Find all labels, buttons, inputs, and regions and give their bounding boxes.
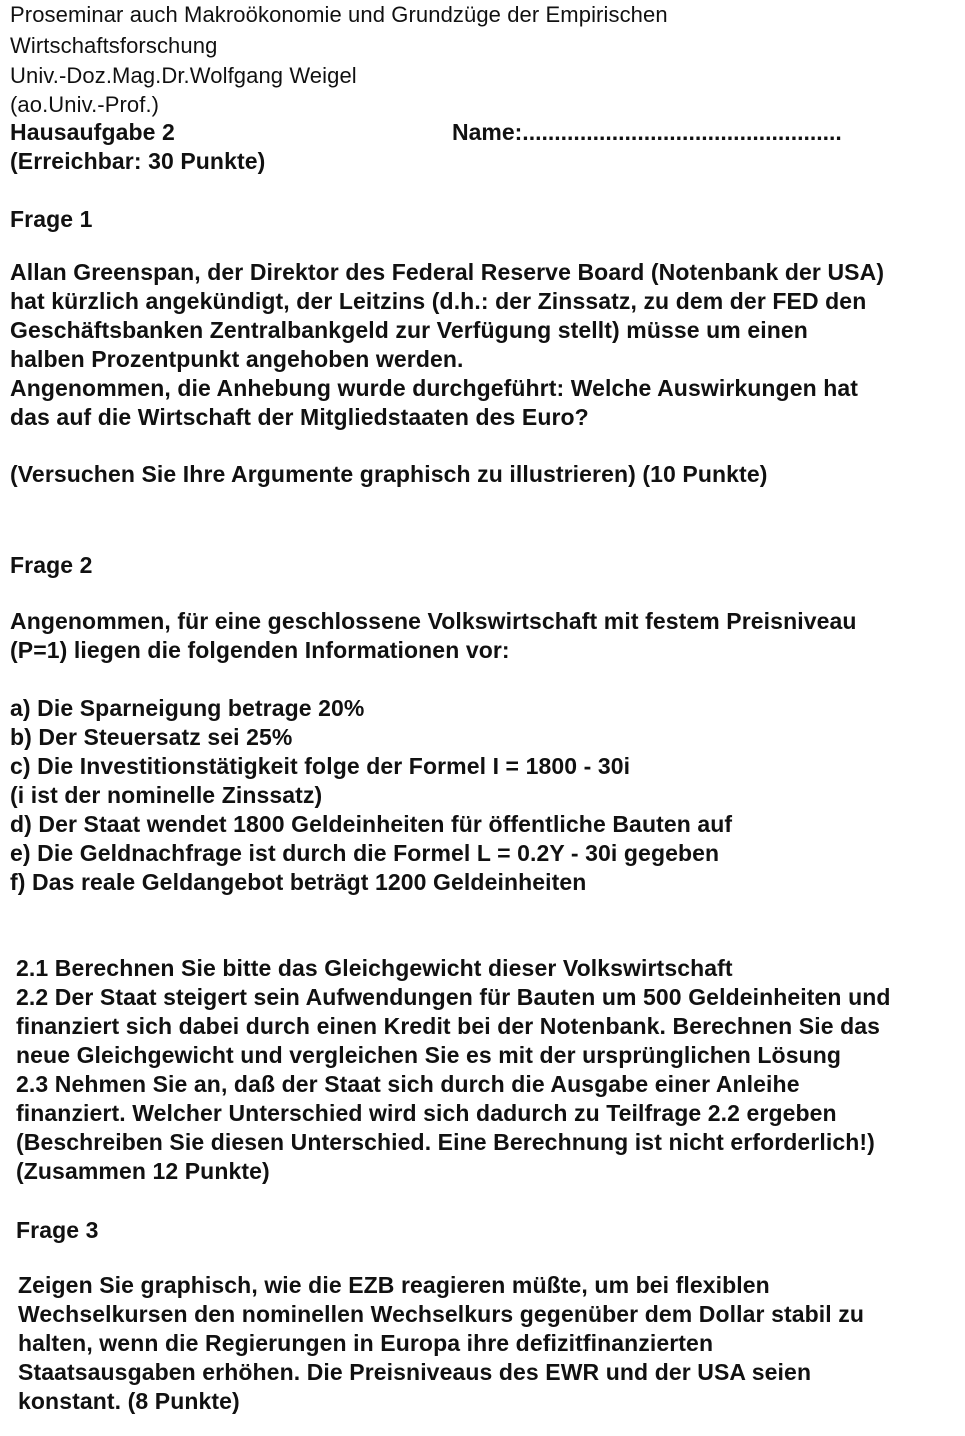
course-title-line-1: Proseminar auch Makroökonomie und Grundzüge der Empirischen <box>10 2 668 27</box>
frage1-text-line: hat kürzlich angekündigt, der Leitzins (d.h.: der Zinssatz, zu dem der FED den <box>10 288 867 314</box>
frage3-heading: Frage 3 <box>16 1217 99 1243</box>
frage3-text-line: Wechselkursen den nominellen Wechselkurs gegenüber dem Dollar stabil zu <box>18 1301 864 1327</box>
frage2-intro-line: (P=1) liegen die folgenden Informationen vor: <box>10 637 510 663</box>
frage2-subquestion-line: 2.3 Nehmen Sie an, daß der Staat sich durch die Ausgabe einer Anleihe <box>16 1071 800 1097</box>
frage2-subquestion-line: (Beschreiben Sie diesen Unterschied. Eine Berechnung ist nicht erforderlich!) <box>16 1129 875 1155</box>
name-field: Name:.................................................. <box>452 119 842 145</box>
frage3-text-line: Zeigen Sie graphisch, wie die EZB reagieren müßte, um bei flexiblen <box>18 1272 770 1298</box>
frage2-item: b) Der Steuersatz sei 25% <box>10 724 293 750</box>
assignment-title: Hausaufgabe 2 <box>10 119 175 145</box>
frage1-note: (Versuchen Sie Ihre Argumente graphisch zu illustrieren) (10 Punkte) <box>10 461 768 487</box>
frage1-text-line: das auf die Wirtschaft der Mitgliedstaaten des Euro? <box>10 404 589 430</box>
course-title-line-2: Wirtschaftsforschung <box>10 33 218 58</box>
frage3-text-line: konstant. (8 Punkte) <box>18 1388 240 1414</box>
instructor-title: (ao.Univ.-Prof.) <box>10 92 160 117</box>
frage3-text-line: halten, wenn die Regierungen in Europa ihre defizitfinanzierten <box>18 1330 714 1356</box>
frage2-subquestion-line: 2.1 Berechnen Sie bitte das Gleichgewicht dieser Volkswirtschaft <box>16 955 733 981</box>
frage2-subquestion-line: finanziert sich dabei durch einen Kredit bei der Notenbank. Berechnen Sie das <box>16 1013 881 1039</box>
points-total: (Erreichbar: 30 Punkte) <box>10 148 266 174</box>
frage2-item: a) Die Sparneigung betrage 20% <box>10 695 365 721</box>
frage2-heading: Frage 2 <box>10 552 93 578</box>
frage2-item: d) Der Staat wendet 1800 Geldeinheiten für öffentliche Bauten auf <box>10 811 733 837</box>
frage2-item: e) Die Geldnachfrage ist durch die Formel L = 0.2Y - 30i gegeben <box>10 840 720 866</box>
instructor-name: Univ.-Doz.Mag.Dr.Wolfgang Weigel <box>10 63 357 88</box>
frage2-points: (Zusammen 12 Punkte) <box>16 1158 270 1184</box>
frage1-text-line: Allan Greenspan, der Direktor des Federal Reserve Board (Notenbank der USA) <box>10 259 885 285</box>
frage2-intro-line: Angenommen, für eine geschlossene Volkswirtschaft mit festem Preisniveau <box>10 608 857 634</box>
frage1-text-line: Geschäftsbanken Zentralbankgeld zur Verfügung stellt) müsse um einen <box>10 317 808 343</box>
frage2-subquestion-line: 2.2 Der Staat steigert sein Aufwendungen für Bauten um 500 Geldeinheiten und <box>16 984 891 1010</box>
frage2-item: c) Die Investitionstätigkeit folge der Formel I = 1800 - 30i <box>10 753 631 779</box>
frage1-text-line: halben Prozentpunkt angehoben werden. <box>10 346 464 372</box>
frage2-item: (i ist der nominelle Zinssatz) <box>10 782 323 808</box>
frage2-item: f) Das reale Geldangebot beträgt 1200 Geldeinheiten <box>10 869 587 895</box>
frage2-subquestion-line: finanziert. Welcher Unterschied wird sich dadurch zu Teilfrage 2.2 ergeben <box>16 1100 837 1126</box>
frage2-subquestion-line: neue Gleichgewicht und vergleichen Sie es mit der ursprünglichen Lösung <box>16 1042 842 1068</box>
frage1-text-line: Angenommen, die Anhebung wurde durchgeführt: Welche Auswirkungen hat <box>10 375 859 401</box>
frage3-text-line: Staatsausgaben erhöhen. Die Preisniveaus des EWR und der USA seien <box>18 1359 812 1385</box>
frage1-heading: Frage 1 <box>10 206 93 232</box>
